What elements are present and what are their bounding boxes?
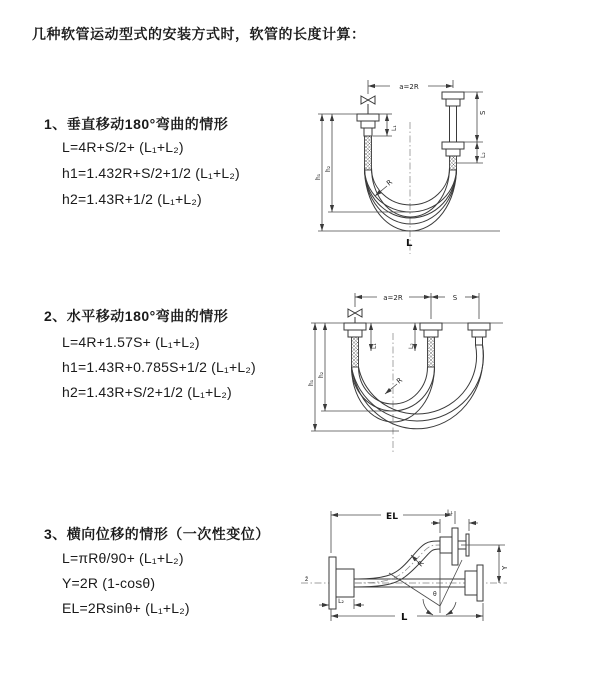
section3-formula-Y: Y=2R (1-cosθ) <box>62 575 156 591</box>
d3-radius-label: R <box>416 559 426 569</box>
section2-formula-h2: h2=1.43R+S/2+1/2 (L₁+L₂) <box>62 384 232 400</box>
section2-formula-L: L=4R+1.57S+ (L₁+L₂) <box>62 334 200 350</box>
d2-dim-l1-label: L₁ <box>371 343 378 349</box>
d1-hose-loops <box>365 168 457 231</box>
section2-heading: 2、水平移动180°弯曲的情形 <box>44 308 229 324</box>
section2-formula-h1: h1=1.43R+0.785S+1/2 (L₁+L₂) <box>62 359 256 375</box>
d3-angle-label: θ <box>433 591 437 598</box>
d2-dim-h1-label: h₁ <box>308 379 315 386</box>
d1-dim-h1-label: h₁ <box>315 173 322 180</box>
d3-s-curve-hose <box>354 528 469 587</box>
d3-datum-mark: z̄ <box>305 576 309 583</box>
d1-dim-s-label: S <box>479 110 487 115</box>
d1-dim-h2-label: h₂ <box>325 165 332 172</box>
d1-h-dimensions <box>315 114 500 231</box>
d1-top-dimension <box>368 80 453 94</box>
d3-dim-l-label: L <box>401 612 408 623</box>
section1-formula-L: L=4R+S/2+ (L₁+L₂) <box>62 139 184 155</box>
diagram-vertical-180-bend <box>310 70 555 260</box>
d1-dim-a2r-label: a=2R <box>399 83 419 91</box>
d2-radius-callout <box>385 376 404 394</box>
d2-middle-fitting <box>420 323 442 367</box>
section3-formula-EL: EL=2Rsinθ+ (L₁+L₂) <box>62 600 190 616</box>
section3-heading: 3、横向位移的情形（一次性变位） <box>44 526 270 542</box>
d2-dim-s-label: S <box>452 294 458 302</box>
d1-radius-callout <box>375 178 394 196</box>
d3-dim-l2-label: L₂ <box>338 598 344 605</box>
d2-dim-l2-label: L₂ <box>408 343 415 349</box>
d3-l2-dimension <box>319 598 364 609</box>
d3-dim-el-label: EL <box>386 512 398 522</box>
d2-top-dimension <box>311 293 503 323</box>
d1-radius-label: R <box>385 178 395 188</box>
diagram-horizontal-180-bend <box>305 283 570 465</box>
valve-icon <box>348 309 362 323</box>
d2-dim-h2-label: h₂ <box>318 371 325 378</box>
section1-formula-h2: h2=1.43R+1/2 (L₁+L₂) <box>62 191 202 207</box>
valve-icon <box>361 96 375 114</box>
d3-dim-l1-label: L₁ <box>447 509 453 516</box>
d2-dim-a2r-label: a=2R <box>383 294 403 302</box>
page-title: 几种软管运动型式的安装方式时，软管的长度计算： <box>32 26 366 42</box>
d1-right-fitting <box>442 92 464 170</box>
d1-s-dimension <box>457 92 487 163</box>
d2-hose-loops <box>352 345 484 429</box>
diagram-lateral-displacement <box>295 503 600 655</box>
d2-radius-label: R <box>395 376 405 386</box>
d1-left-fitting <box>357 114 379 170</box>
d1-dim-l2-label: L₂ <box>480 152 487 158</box>
section3-formula-L: L=πRθ/90+ (L₁+L₂) <box>62 550 184 566</box>
section1-formula-h1: h1=1.432R+S/2+1/2 (L₁+L₂) <box>62 165 240 181</box>
d1-length-label: L <box>406 238 413 249</box>
d1-dim-l1-label: L₁ <box>391 125 398 131</box>
d3-el-dimension <box>331 511 455 553</box>
section1-heading: 1、垂直移动180°弯曲的情形 <box>44 116 229 132</box>
d2-left-fitting <box>344 323 366 367</box>
d3-dim-y-label: Y <box>501 565 509 570</box>
d2-right-fitting <box>468 323 490 345</box>
